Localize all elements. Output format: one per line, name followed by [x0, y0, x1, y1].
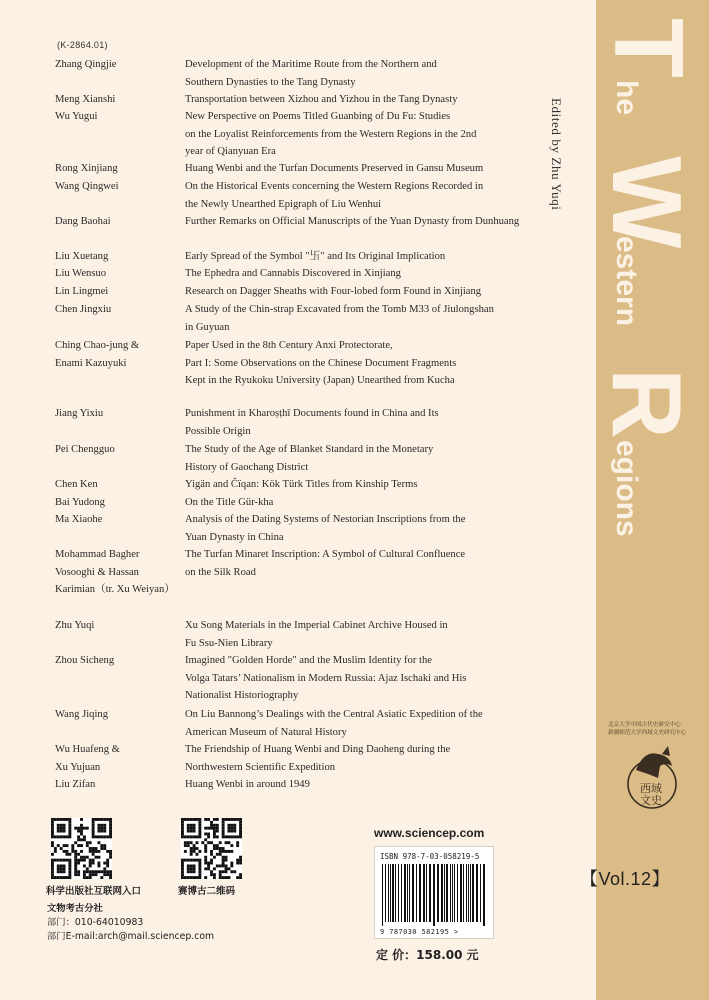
- toc-author: [55, 91, 183, 109]
- toc-title: [185, 91, 515, 109]
- toc-title-line: New Perspective on Poems Titled Guanbing of Du Fu: Studies: [185, 111, 451, 122]
- toc-title-line: Part I: Some Observations on the Chinese Document Fragments: [185, 357, 457, 369]
- toc-title-line: Paper Used in the 8th Century Anxi Protectorate,: [185, 340, 393, 351]
- toc-title: [185, 405, 515, 440]
- toc-title: [185, 213, 520, 231]
- catalog-code: (K-2864.01): [57, 40, 108, 50]
- toc-title: [185, 160, 515, 178]
- title-letter-H: H: [499, 668, 609, 739]
- toc-title: [185, 337, 515, 390]
- website-url[interactable]: www.sciencep.com: [374, 826, 485, 840]
- toc-author-line: Meng Xianshi: [55, 94, 116, 105]
- toc-title: [185, 546, 515, 581]
- seal-logo: [618, 744, 690, 814]
- toc-title: [185, 511, 515, 546]
- barcode: [380, 864, 488, 926]
- toc-title-line: On Liu Bannong’s Dealings with the Central Asiatic Expedition of the: [185, 709, 483, 720]
- toc-author: [55, 741, 183, 776]
- toc-title-line: Southern Dynasties to the Tang Dynasty: [185, 76, 356, 88]
- toc-author: [55, 405, 183, 423]
- qr-left-caption: 科学出版社互联网入口: [46, 886, 142, 897]
- title-letter-R: R: [592, 368, 702, 439]
- toc-title-line: Huang Wenbi in around 1949: [185, 779, 310, 790]
- toc-title: [185, 108, 515, 161]
- toc-title: [185, 476, 515, 494]
- toc-title-line: year of Qianyuan Era: [185, 146, 276, 158]
- title-word-istory: istory: [517, 744, 550, 826]
- toc-author: [55, 248, 183, 266]
- title-letter-W: W: [592, 156, 702, 249]
- toc-title-line: Development of the Maritime Route from the Northern and: [185, 59, 437, 70]
- qr-right-caption: 赛博古二维码: [178, 886, 236, 897]
- toc-author-line: Bai Yudong: [55, 497, 105, 508]
- publisher-phone: 部门：010-64010983: [47, 917, 144, 928]
- toc-author: [55, 546, 183, 599]
- toc-author-line: Pei Chengguo: [55, 444, 115, 455]
- toc-title-line: in Guyuan: [185, 321, 230, 333]
- toc-title-line: Fu Ssu-Nien Library: [185, 637, 273, 649]
- toc-author: [55, 476, 183, 494]
- toc-author: [55, 283, 183, 301]
- institution-names: [608, 721, 703, 737]
- toc-title-line: the Newly Unearthed Epigraph of Liu Wenhui: [185, 198, 382, 210]
- toc-author: [55, 441, 183, 459]
- toc-author-line: Zhu Yuqi: [55, 620, 95, 631]
- toc-author-line: Liu Wensuo: [55, 268, 107, 279]
- toc-title-line: Kept in the Ryukoku University (Japan) Unearthed from Kucha: [185, 375, 455, 387]
- institution-peking: 北京大学中国古代史研究中心: [608, 722, 681, 728]
- title-ampersand: &: [516, 620, 552, 644]
- toc-author-line: Rong Xinjiang: [55, 163, 118, 174]
- toc-title-line: Further Remarks on Official Manuscripts of the Yuan Dynasty from Dunhuang: [185, 216, 520, 227]
- toc-author-line: Mohammad Bagher: [55, 549, 140, 560]
- toc-title-line: on the Silk Road: [185, 566, 256, 578]
- toc-author-line: Ching Chao-jung &: [55, 340, 140, 351]
- toc-title: [185, 248, 515, 266]
- toc-author: [55, 213, 183, 231]
- toc-author-line: Dang Baohai: [55, 216, 111, 227]
- seal-text-a: 西域: [640, 782, 662, 795]
- toc-author-line: Zhou Sicheng: [55, 655, 115, 666]
- toc-author: [55, 617, 183, 635]
- toc-title-line: The Turfan Minaret Inscription: A Symbol of Cultural Confluence: [185, 549, 466, 560]
- publisher-email[interactable]: 部门E-mail:arch@mail.sciencep.com: [47, 931, 215, 942]
- toc-title: [185, 301, 515, 336]
- toc-author: [55, 108, 183, 126]
- seal-text-b: 文史: [640, 794, 662, 807]
- qr-code-right[interactable]: [181, 818, 242, 879]
- toc-author-line: Wu Yugui: [55, 111, 98, 122]
- toc-author: [55, 301, 183, 319]
- barcode-number: 9 787030 582195 >: [380, 928, 459, 936]
- toc-author: [55, 56, 183, 74]
- toc-author-line: Wang Qingwei: [55, 181, 119, 192]
- toc-title: [185, 652, 515, 705]
- toc-title-line: Yuan Dynasty in China: [185, 531, 284, 543]
- toc-title-line: Transportation between Xizhou and Yizhou in the Tang Dynasty: [185, 94, 458, 105]
- toc-title: [185, 178, 515, 213]
- toc-author: [55, 494, 183, 512]
- toc-title-line: The Ephedra and Cannabis Discovered in Xinjiang: [185, 268, 401, 279]
- toc-title-line: Huang Wenbi and the Turfan Documents Preserved in Gansu Museum: [185, 163, 484, 174]
- toc-title: [185, 776, 515, 794]
- toc-title-line: The Friendship of Huang Wenbi and Ding Daoheng during the: [185, 744, 451, 755]
- toc-author-line: Zhang Qingjie: [55, 59, 117, 70]
- publisher-name: 文物考古分社: [47, 903, 103, 914]
- toc-title-line: Punishment in Kharoṣṭhī Documents found in China and Its: [185, 408, 439, 419]
- title-word-egions: egions: [610, 440, 643, 537]
- toc-title: [185, 741, 515, 776]
- title-letter-L: L: [499, 382, 609, 442]
- toc-title-line: On the Historical Events concerning the Western Regions Recorded in: [185, 181, 484, 192]
- toc-title: [185, 283, 515, 301]
- toc-title-line: On the Title Gür-kha: [185, 497, 274, 508]
- isbn-text: ISBN 978-7-03-058219-5: [380, 852, 480, 861]
- toc-author: [55, 776, 183, 794]
- toc-author-line: Xu Yujuan: [55, 761, 101, 773]
- toc-author-line: Vosooghi & Hassan: [55, 566, 139, 578]
- toc-title-line: American Museum of Natural History: [185, 726, 347, 738]
- toc-author-line: Wu Huafeng &: [55, 744, 120, 755]
- title-word-iterature: iterature: [517, 458, 550, 579]
- toc-title-line: Volga Tatars’ Nationalism in Modern Russia: Ajaz Ischaki and His: [185, 672, 467, 684]
- toc-title: [185, 706, 515, 741]
- title-letter-T: T: [594, 18, 704, 78]
- toc-title: [185, 617, 515, 652]
- toc-author: [55, 652, 183, 670]
- toc-title-line: Analysis of the Dating Systems of Nestorian Inscriptions from the: [185, 514, 466, 525]
- toc-title: [185, 265, 515, 283]
- toc-author-line: Chen Ken: [55, 479, 98, 490]
- toc-author-line: Wang Jiqing: [55, 709, 108, 720]
- toc-title-line: Early Spread of the Symbol "卐" and Its Original Implication: [185, 251, 446, 262]
- toc-title-line: Imagined "Golden Horde" and the Muslim Identity for the: [185, 655, 432, 666]
- toc-author-line: Enami Kazuyuki: [55, 357, 127, 369]
- toc-author-line: Jiang Yixiu: [55, 408, 104, 419]
- title-word-estern: estern: [610, 236, 643, 327]
- toc-author-line: Ma Xiaohe: [55, 514, 103, 525]
- price-label: 定 价：158.00 元: [376, 948, 479, 962]
- toc-title-line: on the Loyalist Reinforcements from the Western Regions in the 2nd: [185, 128, 477, 140]
- title-word-he: he: [610, 80, 643, 116]
- volume-label: 【Vol.12】: [580, 869, 671, 889]
- editor-credit: Edited by Zhu Yuqi: [549, 98, 564, 211]
- toc-author-line: Chen Jingxiu: [55, 304, 112, 315]
- toc-title-line: The Study of the Age of Blanket Standard in the Monetary: [185, 444, 434, 455]
- institution-xinjiang: 新疆师范大学西域文史研究中心: [608, 730, 687, 736]
- toc-author: [55, 265, 183, 283]
- toc-title-line: Yigän and Čïqan: Kök Türk Titles from Kinship Terms: [185, 479, 418, 490]
- qr-code-left[interactable]: [51, 818, 112, 879]
- toc-title-line: Xu Song Materials in the Imperial Cabinet Archive Housed in: [185, 620, 448, 631]
- toc-title: [185, 56, 515, 91]
- toc-author: [55, 337, 183, 372]
- toc-author-line: Liu Zifan: [55, 779, 96, 790]
- toc-title-line: Possible Origin: [185, 425, 251, 437]
- toc-author-line: Lin Lingmei: [55, 286, 109, 297]
- toc-title-line: Nationalist Historiography: [185, 690, 299, 702]
- toc-author: [55, 160, 183, 178]
- toc-author: [55, 178, 183, 196]
- toc-title-line: History of Gaochang District: [185, 461, 309, 473]
- toc-title-line: A Study of the Chin-strap Excavated from the Tomb M33 of Jiulongshan: [185, 304, 494, 315]
- toc-title: [185, 494, 515, 512]
- toc-author-line: Liu Xuetang: [55, 251, 109, 262]
- toc-author: [55, 511, 183, 529]
- toc-author-line: Karimian（tr. Xu Weiyan）: [55, 584, 175, 596]
- toc-title-line: Research on Dagger Sheaths with Four-lobed form Found in Xinjiang: [185, 286, 482, 297]
- toc-title-line: Northwestern Scientific Expedition: [185, 761, 336, 773]
- toc-author: [55, 706, 183, 724]
- toc-title: [185, 441, 515, 476]
